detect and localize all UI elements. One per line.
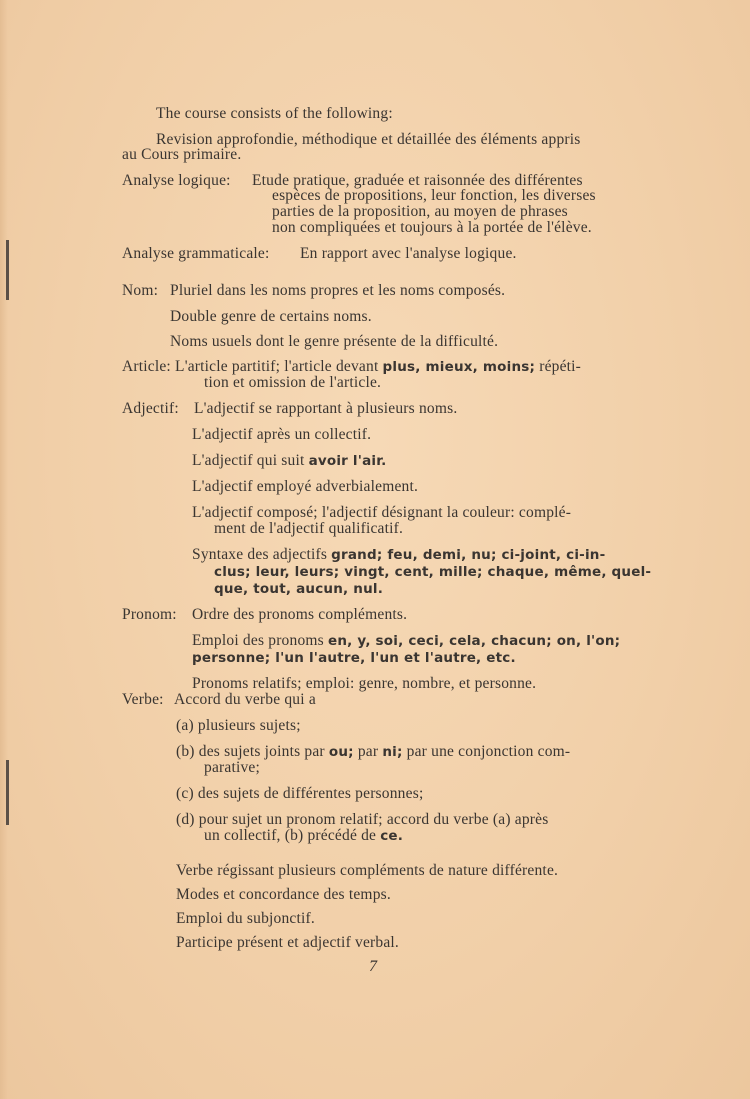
adjectif-line: L'adjectif composé; l'adjectif désignant la couleur: complé- bbox=[192, 504, 572, 521]
page-number: 7 bbox=[369, 958, 377, 975]
verbe-line: Modes et concordance des temps. bbox=[176, 886, 391, 903]
verbe-item: (d) pour sujet un pronom relatif; accord du verbe (a) après bbox=[176, 811, 549, 828]
adjectif-bold: avoir l'air. bbox=[308, 453, 387, 469]
verbe-item bbox=[204, 827, 403, 845]
paper-edge bbox=[0, 0, 8, 1099]
verbe-bold: ce. bbox=[380, 828, 404, 844]
analyse-grammaticale-label: Analyse grammaticale: bbox=[122, 245, 270, 262]
adjectif-bold: grand; feu, demi, nu; ci-joint, ci-in- bbox=[331, 547, 606, 563]
pronom-label: Pronom: bbox=[122, 606, 177, 623]
verbe-label: Verbe: bbox=[122, 691, 164, 708]
analyse-logique-text: non compliquées et toujours à la portée de l'élève. bbox=[272, 219, 592, 236]
verbe-text: (b) des sujets joints par bbox=[176, 743, 325, 760]
adjectif-line: L'adjectif après un collectif. bbox=[192, 426, 372, 443]
verbe-item: (c) des sujets de différentes personnes; bbox=[176, 785, 424, 802]
article-text: L'article partitif; l'article devant bbox=[175, 358, 379, 375]
pronom-line: Ordre des pronoms compléments. bbox=[192, 606, 408, 623]
revision-line: Revision approfondie, méthodique et détaillée des éléments appris bbox=[156, 131, 581, 148]
binding-mark bbox=[6, 760, 9, 825]
nom-line: Pluriel dans les noms propres et les noms composés. bbox=[170, 282, 506, 299]
adjectif-line: ment de l'adjectif qualificatif. bbox=[214, 520, 404, 537]
analyse-logique-text: espèces de propositions, leur fonction, les diverses bbox=[272, 187, 596, 204]
verbe-bold: ou; bbox=[328, 744, 354, 760]
adjectif-line bbox=[214, 580, 383, 598]
pronom-bold: personne; l'un l'autre, l'un et l'autre, etc. bbox=[192, 650, 516, 666]
adjectif-line: L'adjectif employé adverbialement. bbox=[192, 478, 419, 495]
analyse-grammaticale-text: En rapport avec l'analyse logique. bbox=[300, 245, 517, 262]
nom-label: Nom: bbox=[122, 282, 159, 299]
adjectif-line bbox=[192, 546, 605, 564]
verbe-text: par bbox=[357, 743, 379, 760]
nom-line: Noms usuels dont le genre présente de la difficulté. bbox=[170, 333, 499, 350]
adjectif-line bbox=[214, 563, 651, 581]
pronom-text: Emploi des pronoms bbox=[192, 632, 324, 649]
verbe-item: parative; bbox=[204, 759, 261, 776]
analyse-logique-label: Analyse logique: bbox=[122, 172, 231, 189]
article-text: répéti- bbox=[539, 358, 582, 375]
adjectif-bold: que, tout, aucun, nul. bbox=[214, 581, 384, 597]
adjectif-line bbox=[192, 452, 387, 470]
article-bold: plus, mieux, moins; bbox=[382, 359, 536, 375]
verbe-item: (a) plusieurs sujets; bbox=[176, 717, 301, 734]
adjectif-text: L'adjectif qui suit bbox=[192, 452, 305, 469]
verbe-text: un collectif, (b) précédé de bbox=[204, 827, 377, 844]
pronom-line bbox=[192, 649, 516, 667]
verbe-line: Accord du verbe qui a bbox=[174, 691, 316, 708]
nom-line: Double genre de certains noms. bbox=[170, 308, 372, 325]
adjectif-bold: clus; leur, leurs; vingt, cent, mille; chaque, même, quel- bbox=[214, 564, 652, 580]
pronom-line: Pronoms relatifs; emploi: genre, nombre, et personne. bbox=[192, 675, 537, 692]
binding-mark bbox=[6, 240, 9, 300]
intro-line: The course consists of the following: bbox=[156, 105, 393, 122]
verbe-text: par une conjonction com- bbox=[406, 743, 571, 760]
pronom-bold: en, y, soi, ceci, cela, chacun; on, l'on; bbox=[327, 633, 621, 649]
article-label: Article: bbox=[122, 358, 171, 375]
adjectif-line: L'adjectif se rapportant à plusieurs noms. bbox=[194, 400, 458, 417]
pronom-line bbox=[192, 632, 620, 650]
adjectif-label: Adjectif: bbox=[122, 400, 179, 417]
verbe-line: Verbe régissant plusieurs compléments de nature différente. bbox=[176, 862, 559, 879]
analyse-logique-text: parties de la proposition, au moyen de phrases bbox=[272, 203, 568, 220]
article-line: tion et omission de l'article. bbox=[204, 374, 382, 391]
verbe-bold: ni; bbox=[382, 744, 403, 760]
adjectif-text: Syntaxe des adjectifs bbox=[192, 546, 328, 563]
verbe-line: Participe présent et adjectif verbal. bbox=[176, 934, 400, 951]
analyse-logique-text: Etude pratique, graduée et raisonnée des différentes bbox=[252, 172, 583, 189]
verbe-line: Emploi du subjonctif. bbox=[176, 910, 315, 927]
revision-line: au Cours primaire. bbox=[122, 146, 242, 163]
